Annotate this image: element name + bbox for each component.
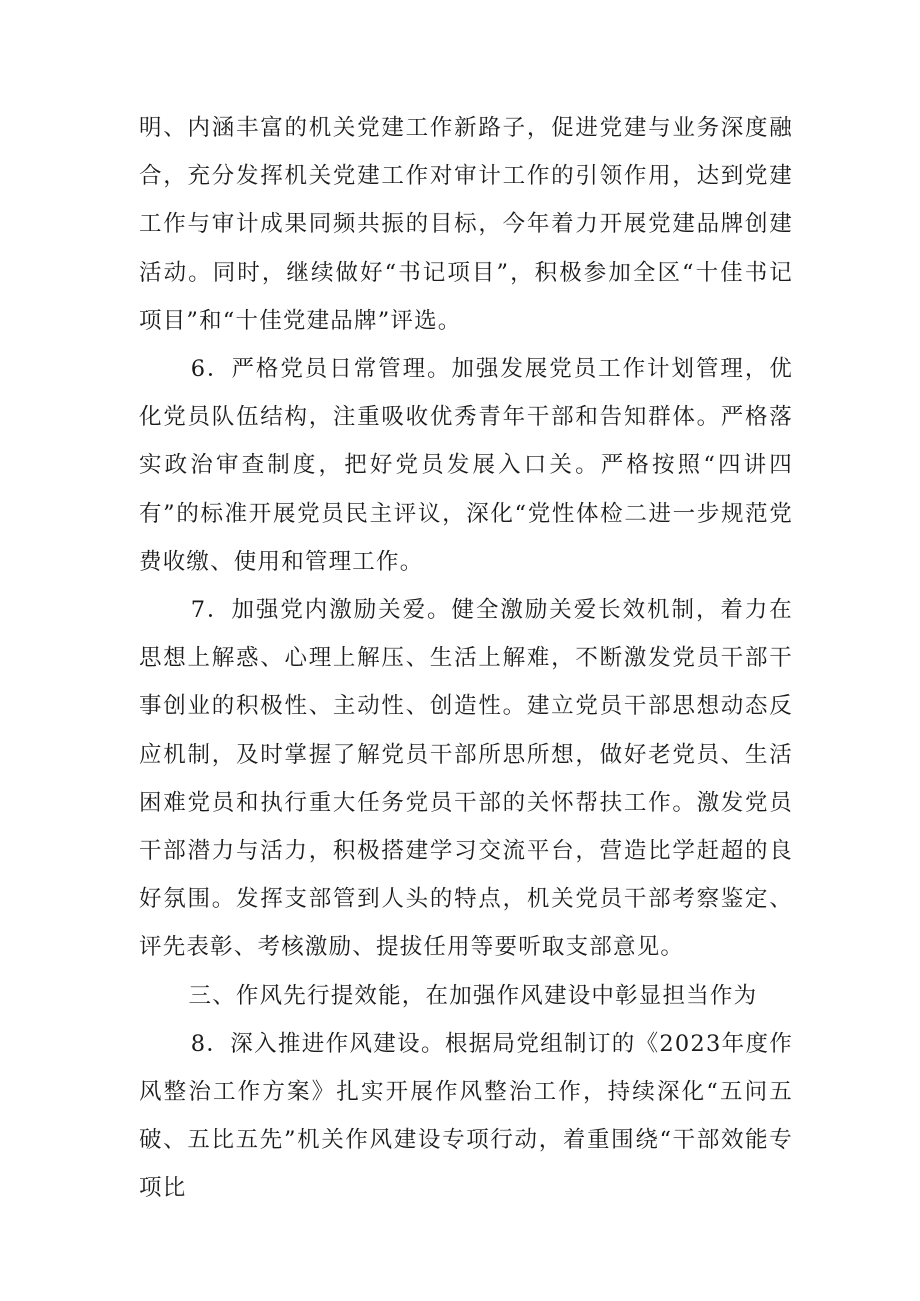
paragraph-item-7: 7．加强党内激励关爱。健全激励关爱长效机制，着力在思想上解惑、心理上解压、生活上解难，不断激发党员干部干事创业的积极性、主动性、创造性。建立党员干部思想动态反应机制，及时掌握了解党员干部所思所想，做好老党员、生活困难党员和执行重大任务党员干部的关怀帮扶工作。激发党员干部潜力与活力，积极搭建学习交流平台，营造比学赶超的良好氛围。发挥支部管到人头的特点，机关党员干部考察鉴定、评先表彰、考核激励、提拔任用等要听取支部意见。	[139, 597, 793, 961]
document-body	[139, 104, 793, 1213]
paragraph-item-6: 6．严格党员日常管理。加强发展党员工作计划管理，优化党员队伍结构，注重吸收优秀青年干部和告知群体。严格落实政治审查制度，把好党员发展入口关。严格按照“四讲四有”的标准开展党员民主评议，深化“党性体检二进一步规范党费收缴、使用和管理工作。	[139, 356, 793, 575]
paragraph-item-8: 8．深入推进作风建设。根据局党组制订的《2023年度作风整治工作方案》扎实开展作风整治工作，持续深化“五问五破、五比五先”机关作风建设专项行动，着重围绕“干部效能专项比	[139, 1030, 793, 1202]
section-heading-3: 三、作风先行提效能，在加强作风建设中彰显担当作为	[188, 982, 758, 1009]
paragraph-continued: 明、内涵丰富的机关党建工作新路子，促进党建与业务深度融合，充分发挥机关党建工作对审计工作的引领作用，达到党建工作与审计成果同频共振的目标，今年着力开展党建品牌创建活动。同时，继续做好“书记项目”，积极参加全区“十佳书记项目”和“十佳党建品牌”评选。	[139, 115, 793, 334]
